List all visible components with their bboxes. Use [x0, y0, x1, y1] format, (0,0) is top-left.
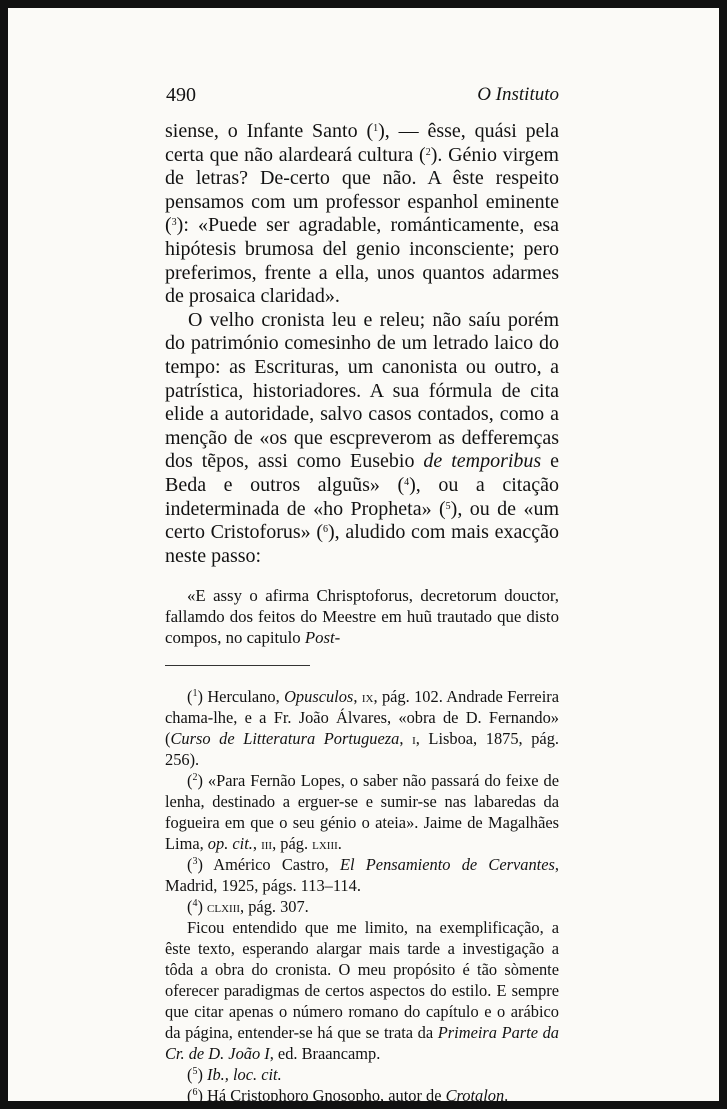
footnote-5: ($^5$) Ib., loc. cit.: [187, 1065, 282, 1085]
footnote-rule: [165, 665, 310, 666]
block-quote: «E assy o afirma Chrisptoforus, decretorum douctor, fallamdo dos feitos do Meestre em huũ trautado que disto compos, no capitulo Post-: [165, 586, 559, 648]
footnote-1: ($^1$) Herculano, Opusculos, ix, pág. 102. Andrade Ferreira chama-lhe, e a Fr. João Álvares, «obra de D. Fernando» (Curso de Litteratura Portugueza, i, Lisboa, 1875, pág. 256).: [165, 687, 559, 770]
footnote-4: ($^4$) clxiii, pág. 307.: [187, 897, 309, 917]
footnote-ref-4: 4: [404, 476, 410, 488]
paragraph-1: siense, o Infante Santo ($^1$), — êsse, quási pela certa que não alardeará cultura ($^2$). Génio virgem de letras? De-certo que não. A êste respeito pensamos com um professor espanhol eminente ($^3$): «Puede ser agradable, románticamente, esa hipótesis brumosa del genio inconsciente; pero preferimos, frente a ella, unos quantos adarmes de prosaica claridad».: [165, 120, 559, 308]
book-page: [8, 8, 719, 1106]
footnote-ref-2: 2: [425, 146, 431, 158]
footnotes: [165, 686, 559, 1106]
running-title: O Instituto: [477, 84, 559, 105]
main-text: [165, 120, 559, 1106]
footnote-ref-6: 6: [323, 524, 329, 536]
footnote-ref-1: 1: [373, 123, 379, 134]
footnote-4-continuation: Ficou entendido que me limito, na exemplificação, a êste texto, esperando alargar mais tarde a investigação a tôda a obra do cronista. O meu propósito é tão sòmente oferecer paradigmas de certos aspectos do estilo. E sempre que citar apenas o número romano do capítulo e o arábico da página, entender-se há que se trata da Primeira Parte da Cr. de D. João I, ed. Braancamp.: [165, 918, 560, 1064]
footnote-3: ($^3$) Américo Castro, El Pensamiento de Cervantes, Madrid, 1925, págs. 113–114.: [165, 855, 559, 896]
page-header: [166, 84, 559, 108]
footnote-ref-5: 5: [445, 500, 451, 512]
paragraph-2: O velho cronista leu e releu; não saíu porém do património comesinho de um letrado laico do tempo: as Escrituras, um canonista ou outro, a patrística, historiadores. A sua fórmula de cita elide a autoridade, salvo casos contados, como a menção de «os que escpreverom as defferemças dos tẽpos, assi como Eusebio de temporibus e Beda e outros alguũs» ($^4$), ou a citação indeterminada de «ho Propheta» ($^5$), ou de «um certo Cristoforus» ($^6$), aludido com mais exacção neste passo:: [165, 308, 559, 567]
footnote-ref-3: 3: [171, 217, 177, 229]
footnote-2: ($^2$) «Para Fernão Lopes, o saber não passará do feixe de lenha, destinado a erguer-se e sumir-se nas labaredas da fogueira em que o seu génio o ateia». Jaime de Magalhães Lima, op. cit., iii, pág. lxiii.: [165, 771, 559, 854]
footnote-6: ($^6$) Há Cristophoro Gnosopho, autor de Crotalon.: [187, 1086, 509, 1106]
page-number: 490: [166, 84, 196, 106]
